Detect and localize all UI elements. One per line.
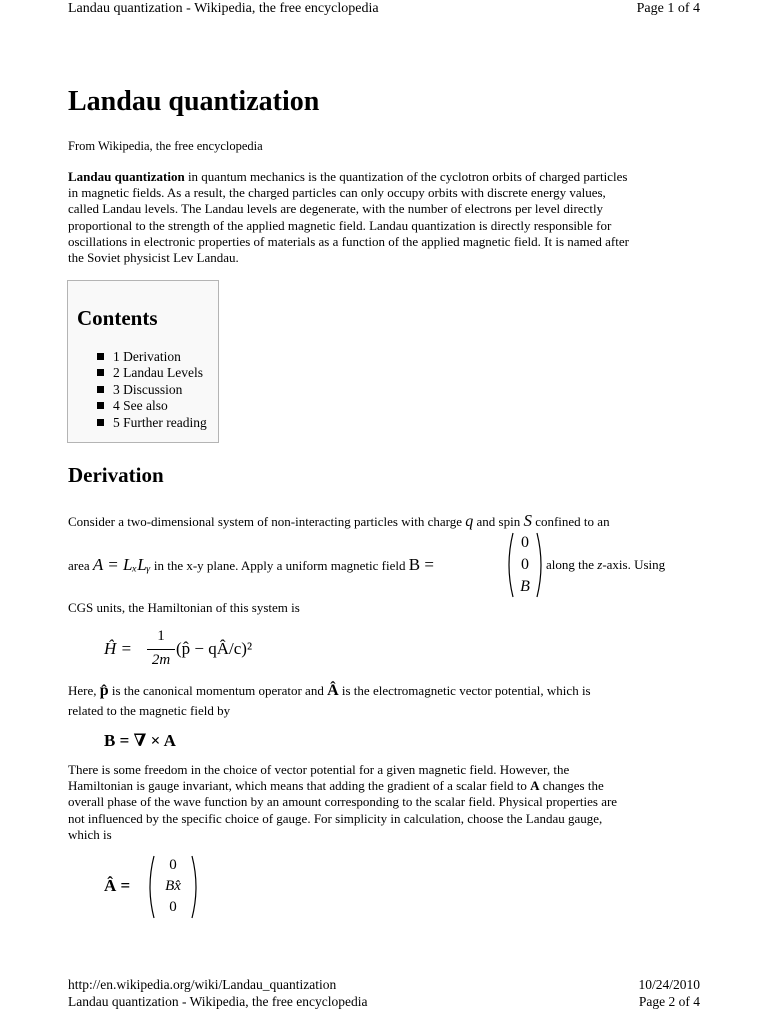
symbol-z: z xyxy=(597,557,603,572)
b-field-vector xyxy=(505,531,545,599)
intro-bold-term: Landau quantization xyxy=(68,169,185,184)
toc-item-further-reading[interactable]: 5 Further reading xyxy=(97,415,207,431)
page-title: Landau quantization xyxy=(68,86,320,117)
intro-paragraph: Landau quantization in quantum mechanics is the quantization of the cyclotron orbits of charged particles in magnetic fields. As a result, the charged particles can only occupy orbits with discrete energy values, called Landau levels. The Landau levels are degenerate, with the number of electrons per level directly proportional to the strength of the applied magnetic field. Landau quantization is directly responsible for oscillations in electronic properties of materials as a function of the applied magnetic field. It is named after the Soviet physicist Lev Landau. xyxy=(68,169,629,266)
landau-gauge-vector xyxy=(146,854,200,920)
toc-item-discussion[interactable]: 3 Discussion xyxy=(97,382,207,398)
bullet-icon xyxy=(97,402,104,409)
a-vector-y: Bx̂ xyxy=(165,878,181,894)
toc-list xyxy=(97,349,207,431)
symbol-q: q xyxy=(465,513,474,530)
from-wikipedia: From Wikipedia, the free encyclopedia xyxy=(68,139,263,153)
a-vector-x: 0 xyxy=(169,857,177,873)
toc-item-landau-levels[interactable]: 2 Landau Levels xyxy=(97,365,207,381)
bullet-icon xyxy=(97,386,104,393)
toc-title: Contents xyxy=(77,306,158,330)
derivation-line-2: area A = LₓLᵧ in the x-y plane. Apply a uniform magnetic field B = xyxy=(68,555,434,574)
derivation-line-2-end: along the z-axis. Using xyxy=(546,557,666,572)
footer-date: 10/24/2010 xyxy=(638,977,700,992)
symbol-B-eq: B = xyxy=(408,555,434,574)
a-hat-label: Â = xyxy=(104,876,131,895)
derivation-line-3: CGS units, the Hamiltonian of this system is xyxy=(68,600,300,615)
b-vector-z: B xyxy=(520,578,530,595)
print-header-page: Page 1 of 4 xyxy=(636,1,700,16)
print-header-title: Landau quantization - Wikipedia, the free encyclopedia xyxy=(68,1,379,16)
symbol-S: S xyxy=(523,511,532,530)
b-vector-y: 0 xyxy=(521,556,529,573)
footer-title: Landau quantization - Wikipedia, the free encyclopedia xyxy=(68,994,368,1009)
here-paragraph-line-2: related to the magnetic field by xyxy=(68,703,231,718)
hamiltonian-equation: Ĥ = 1 2m (p̂ − qÂ/c)² xyxy=(104,628,253,668)
bullet-icon xyxy=(97,353,104,360)
footer-url[interactable]: http://en.wikipedia.org/wiki/Landau_quantization xyxy=(68,977,337,992)
table-of-contents xyxy=(67,280,219,443)
here-paragraph-line-1: Here, p̂ is the canonical momentum operator and Â is the electromagnetic vector potential, which is xyxy=(68,682,591,699)
curl-equation: B = ∇ × A xyxy=(104,731,176,750)
footer-page: Page 2 of 4 xyxy=(638,994,700,1009)
bullet-icon xyxy=(97,419,104,426)
toc-item-see-also[interactable]: 4 See also xyxy=(97,398,207,414)
toc-item-derivation[interactable]: 1 Derivation xyxy=(97,349,207,365)
area-expression: A = LₓLᵧ xyxy=(92,555,151,574)
b-vector-x: 0 xyxy=(521,534,529,551)
derivation-line-1: Consider a two-dimensional system of non-interacting particles with charge q and spin S confined to an xyxy=(68,511,610,530)
section-heading-derivation: Derivation xyxy=(68,463,164,487)
a-vector-z: 0 xyxy=(169,899,177,915)
gauge-paragraph: There is some freedom in the choice of vector potential for a given magnetic field. However, the Hamiltonian is gauge invariant, which means that adding the gradient of a scalar field to A changes the overall phase of the wave function by an amount corresponding to the scalar field. Physical properties are not influenced by the specific choice of gauge. For simplicity in calculation, choose the Landau gauge, which is xyxy=(68,762,618,842)
bullet-icon xyxy=(97,369,104,376)
